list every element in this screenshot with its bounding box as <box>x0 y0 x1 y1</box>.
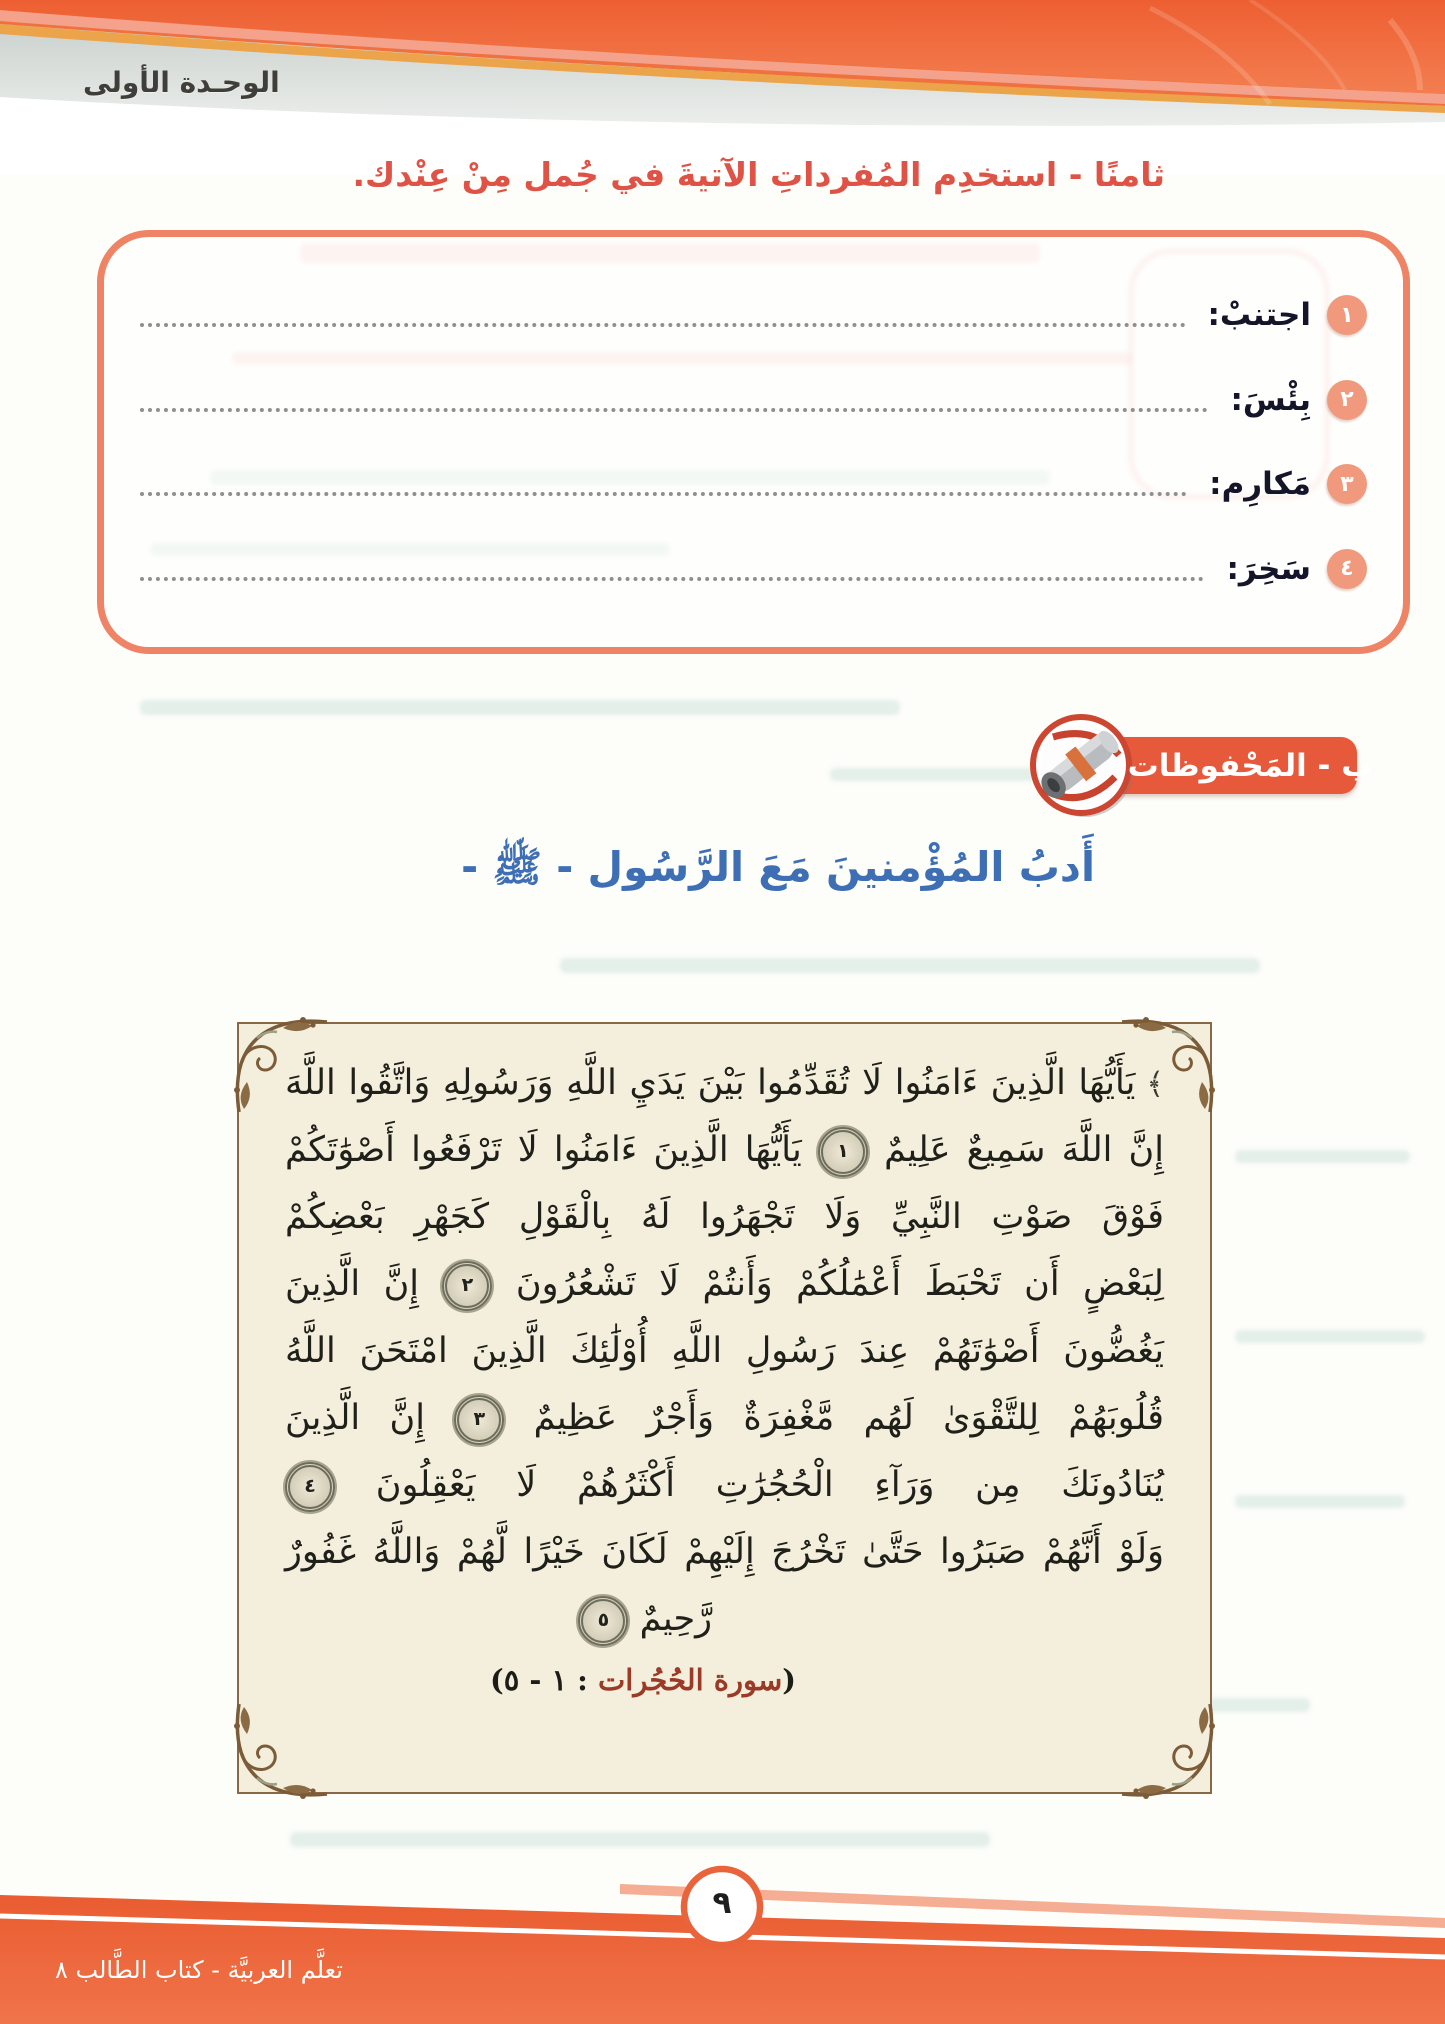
lesson-title: أَدبُ المُؤْمنينَ مَعَ الرَّسُول - ﷺ - <box>461 843 1095 891</box>
item-number-badge: ٣ <box>1327 464 1367 504</box>
item-number-badge: ٤ <box>1327 549 1367 589</box>
quran-text-segment: لِبَعْضٍ أَن تَحْبَطَ أَعْمَٰلُكُمْ وَأَنتُمْ لَا تَشْعُرُونَ <box>515 1264 1164 1304</box>
vocab-item-row <box>134 549 1367 589</box>
vocab-word: بِئْسَ: <box>1230 381 1311 418</box>
answer-blank-line[interactable] <box>140 406 1208 412</box>
page-number: ٩ <box>712 1885 732 1921</box>
quran-text-segment: إِنَّ الَّذِينَ <box>285 1264 419 1304</box>
quran-verses <box>285 1050 1164 1697</box>
quran-line <box>285 1318 1164 1385</box>
item-number-badge: ٢ <box>1327 380 1367 420</box>
answer-blank-line[interactable] <box>140 490 1187 496</box>
bleed-artifact <box>1235 1495 1405 1508</box>
ayah-number-rosette: ٥ <box>578 1596 628 1646</box>
section-banner-label: ب - المَحْفوظات <box>1127 747 1373 784</box>
surah-citation: (سورة الحُجُرات : ١ - ٥) <box>489 1663 796 1697</box>
vocabulary-exercise-box <box>97 230 1410 654</box>
unit-title: الوحـدة الأولى <box>83 66 280 99</box>
quran-verse-frame <box>237 1022 1212 1794</box>
quran-text-segment: يَغُضُّونَ أَصْوَٰتَهُمْ عِندَ رَسُولِ اللَّهِ أُوْلَٰئِكَ الَّذِينَ امْتَحَنَ اللَّهُ <box>285 1331 1164 1371</box>
quran-line <box>285 1586 1164 1653</box>
answer-blank-line[interactable] <box>140 575 1204 581</box>
quran-line <box>285 1519 1164 1586</box>
ayah-number-rosette: ٣ <box>454 1395 504 1445</box>
ayah-number-rosette: ٢ <box>442 1261 492 1311</box>
quran-text-segment: يَأَيُّهَا الَّذِينَ ءَامَنُوا لَا تَرْفَعُوا أَصْوَٰتَكُمْ <box>285 1130 802 1170</box>
quran-line <box>285 1184 1164 1251</box>
vocab-word: اجتنبْ: <box>1207 297 1311 334</box>
quran-text-segment: رَّحِيمٌ <box>639 1599 712 1639</box>
bleed-artifact <box>290 1832 990 1847</box>
vocab-item-row <box>134 464 1367 504</box>
section-banner-memorization <box>1095 737 1373 794</box>
quran-text-segment: قُلُوبَهُمْ لِلتَّقْوَىٰ لَهُم مَّغْفِرَةٌ وَأَجْرٌ عَظِيمٌ <box>533 1398 1164 1438</box>
verse-open-ornament: ﴾ <box>1135 1067 1165 1102</box>
item-number-badge: ١ <box>1327 295 1367 335</box>
bleed-artifact <box>140 700 900 715</box>
quran-line <box>285 1117 1164 1184</box>
footer-wave-band <box>0 1854 1445 2024</box>
quran-text-segment: يُنَادُونَكَ مِن وَرَآءِ الْحُجُرَٰتِ أَكْثَرُهُمْ لَا يَعْقِلُونَ <box>375 1465 1164 1505</box>
bleed-artifact <box>1235 1330 1425 1343</box>
quran-text-segment: وَلَوْ أَنَّهُمْ صَبَرُوا حَتَّىٰ تَخْرُجَ إِلَيْهِمْ لَكَانَ خَيْرًا لَّهُمْ وَاللَّهُ غَفُورٌ <box>285 1532 1164 1572</box>
frame-corner-ornament <box>1118 1700 1222 1804</box>
quran-text-segment: إِنَّ الَّذِينَ <box>285 1398 425 1438</box>
quran-text-segment: فَوْقَ صَوْتِ النَّبِيِّ وَلَا تَجْهَرُوا لَهُ بِالْقَوْلِ كَجَهْرِ بَعْضِكُمْ <box>285 1197 1164 1237</box>
quran-line <box>285 1452 1164 1519</box>
vocab-item-row <box>134 295 1367 335</box>
vocab-word: مَكارِم: <box>1209 466 1311 503</box>
ayah-number-rosette: ٤ <box>285 1462 335 1512</box>
surah-name: سورة الحُجُرات <box>597 1663 783 1697</box>
exercise-heading: ثامنًا - استخدِم المُفرداتِ الآتيةَ في جُمل مِنْ عِنْدك. <box>352 155 1165 194</box>
frame-corner-ornament <box>227 1700 331 1804</box>
answer-blank-line[interactable] <box>140 321 1186 327</box>
vocab-item-row <box>134 380 1367 420</box>
book-title-footer: تعلَّم العربيَّة - كتاب الطَّالب ٨ <box>55 1956 343 1984</box>
ayah-number-rosette: ١ <box>818 1127 868 1177</box>
quran-text-segment: يَأَيُّهَا الَّذِينَ ءَامَنُوا لَا تُقَدِّمُوا بَيْنَ يَدَيِ اللَّهِ وَرَسُولِهِ وَاتَّقُوا اللَّهَ <box>285 1063 1136 1103</box>
vocab-word: سَخِرَ: <box>1226 550 1311 587</box>
quran-line <box>285 1385 1164 1452</box>
bleed-artifact <box>1235 1150 1410 1163</box>
quran-line <box>285 1251 1164 1318</box>
quran-text-segment: إِنَّ اللَّهَ سَمِيعٌ عَلِيمٌ <box>884 1130 1164 1170</box>
bleed-artifact <box>560 958 1260 973</box>
quran-line <box>285 1050 1164 1117</box>
